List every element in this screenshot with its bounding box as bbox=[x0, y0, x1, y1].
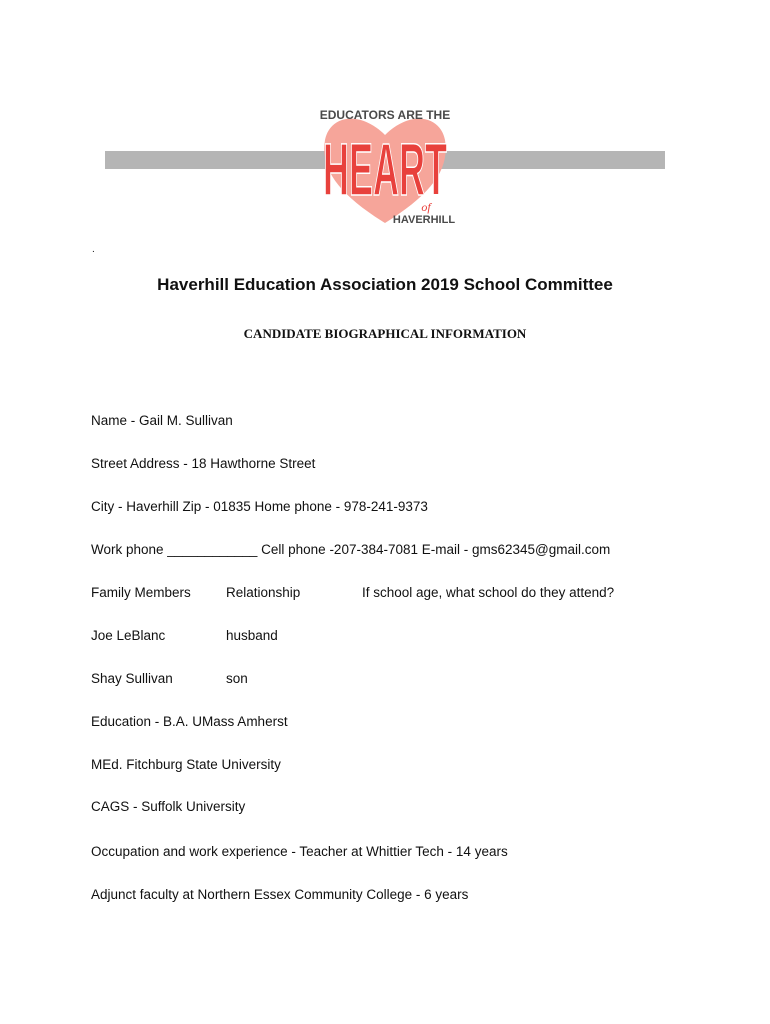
name-field: Name - Gail M. Sullivan bbox=[91, 413, 233, 428]
table-row bbox=[91, 670, 691, 688]
heart-logo-icon bbox=[300, 95, 470, 230]
stray-mark: . bbox=[92, 244, 95, 255]
page-title: Haverhill Education Association 2019 School Committee bbox=[157, 275, 613, 294]
page-subtitle: CANDIDATE BIOGRAPHICAL INFORMATION bbox=[243, 326, 527, 341]
logo bbox=[0, 95, 770, 235]
education-line: CAGS - Suffolk University bbox=[91, 799, 246, 814]
education-line: Education - B.A. UMass Amherst bbox=[91, 714, 288, 729]
family-member-name: Shay Sullivan bbox=[91, 671, 173, 686]
family-header-school: If school age, what school do they attend? bbox=[362, 585, 615, 600]
family-member-relationship: son bbox=[226, 671, 248, 686]
education-line: MEd. Fitchburg State University bbox=[91, 757, 281, 772]
family-member-relationship: husband bbox=[226, 628, 278, 643]
family-member-name: Joe LeBlanc bbox=[91, 628, 166, 643]
logo-top-text: EDUCATORS ARE THE bbox=[319, 108, 451, 122]
logo-big-word: HEART bbox=[323, 128, 447, 211]
table-row bbox=[91, 627, 691, 645]
work-cell-email-field: Work phone ____________ Cell phone -207-384-7081 E-mail - gms62345@gmail.com bbox=[91, 542, 611, 557]
city-zip-phone-field: City - Haverhill Zip - 01835 Home phone - 978-241-9373 bbox=[91, 499, 428, 514]
family-header-members: Family Members bbox=[91, 585, 191, 600]
logo-bottom-text: HAVERHILL bbox=[392, 214, 456, 226]
logo-of-text: of bbox=[421, 200, 431, 214]
family-header-relationship: Relationship bbox=[226, 585, 301, 600]
family-table-header bbox=[91, 584, 691, 602]
street-field: Street Address - 18 Hawthorne Street bbox=[91, 456, 316, 471]
occupation-line: Occupation and work experience - Teacher at Whittier Tech - 14 years bbox=[91, 844, 508, 859]
occupation-line: Adjunct faculty at Northern Essex Community College - 6 years bbox=[91, 887, 469, 902]
